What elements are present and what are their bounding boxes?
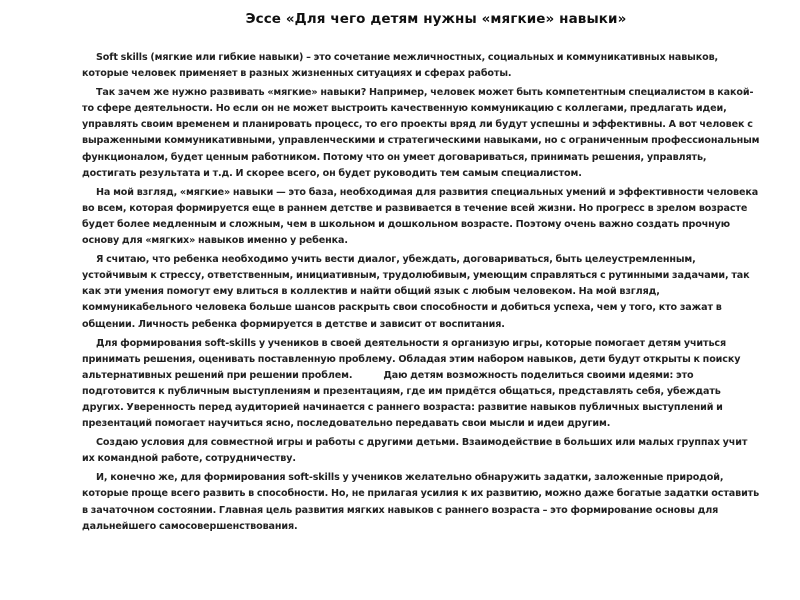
essay-body bbox=[82, 50, 760, 535]
paragraph-3: На мой взгляд, «мягкие» навыки — это база, необходимая для развития специальных умений и эффективности человека во всем, которая формируется еще в раннем детстве и развивается в течение всей жизни. Но прогресс в зрелом возрасте будет более медленным и сложным, чем в школьном и дошкольном возрасте. Поэтому очень важно создать прочную основу для «мягких» навыков именно у ребенка. bbox=[82, 186, 759, 247]
paragraph-7: И, конечно же, для формирования soft-skills у учеников желательно обнаружить задатки, заложенные природой, которые проще всего развить в способности. Но, не прилагая усилия к их развитию, можно даже богатые задатки оставить в зачаточном состоянии. Главная цель развития мягких навыков с раннего возраста – это формирование основы для дальнейшего самосовершенствования. bbox=[82, 472, 760, 532]
paragraph-1: Soft skills (мягкие или гибкие навыки) – это сочетание межличностных, социальных и коммуникативных навыков, которые человек применяет в разных жизненных ситуациях и сферах работы. bbox=[82, 52, 719, 80]
paragraph-6: Создаю условия для совместной игры и работы с другими детьми. Взаимодействие в больших или малых группах учит их командной работе, сотрудничеству. bbox=[82, 437, 748, 465]
paragraph-2: Так зачем же нужно развивать «мягкие» навыки? Например, человек может быть компетентным специалистом в какой-то сфере деятельности. Но если он не может выстроить качественную коммуникацию с коллегами, предлагать идеи, управлять своим временем и планировать процесс, то его проекты вряд ли будут успешны и эффективны. А вот человек с выраженными коммуникативными, управленческими и стратегическими навыками, но с ограниченным профессиональным функционалом, будет ценным работником. Потому что он умеет договариваться, принимать решения, управлять, достигать результата и т.д. И скорее всего, он будет руководить тем самым специалистом. bbox=[82, 87, 760, 179]
paragraph-5: Для формирования soft-skills у учеников в своей деятельности я организую игры, которые помогает детям учиться принимать решения, оценивать поставленную проблему. Обладая этим набором навыков, дети будут открыты к поиску альтернативных решений при решении проблем. Даю детям возможность поделиться своими идеями: это подготовится к публичным выступлениям и презентациям, где им придётся общаться, представлять себя, убеждать других. Уверенность перед аудиторией начинается с раннего возраста: развитие навыков публичных выступлений и презентаций помогает научиться ясно, последовательно передавать свои мысли и идеи другим. bbox=[82, 337, 744, 430]
paragraph-4: Я считаю, что ребенка необходимо учить вести диалог, убеждать, договариваться, быть целеустремленным, устойчивым к стрессу, ответственным, инициативным, трудолюбивым, умеющим справляться с рутинными задачами, так как эти умения помогут ему влиться в коллектив и найти общий язык с любым человеком. На мой взгляд, коммуникабельного человека больше шансов раскрыть свои способности и добиться успеха, чем у того, кто зажат в общении. Личность ребенка формируется в детстве и зависит от воспитания. bbox=[82, 254, 750, 330]
page-title: Эссе «Для чего детям нужны «мягкие» навыки» bbox=[245, 11, 627, 27]
